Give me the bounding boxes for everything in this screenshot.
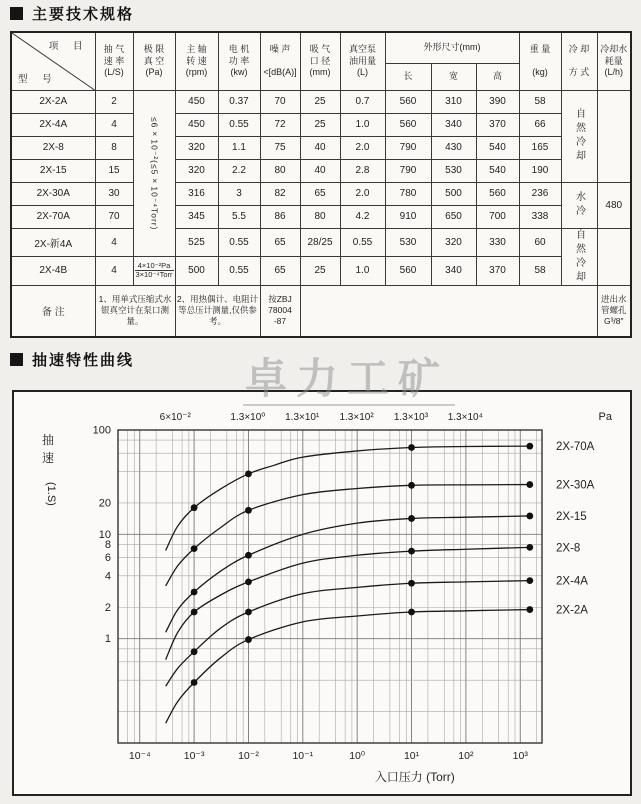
oil-cell: 2.0 bbox=[340, 182, 385, 205]
model-cell: 2X-8 bbox=[11, 136, 95, 159]
power-cell: 0.55 bbox=[218, 113, 260, 136]
series-marker bbox=[191, 545, 198, 552]
header-dims: 外形尺寸(mm) bbox=[385, 32, 519, 63]
width-cell: 530 bbox=[431, 159, 476, 182]
y-tick-label: 20 bbox=[98, 497, 111, 510]
series-marker bbox=[191, 504, 198, 511]
series-marker bbox=[408, 609, 415, 616]
oil-cell: 2.0 bbox=[340, 136, 385, 159]
series-label-2X-15: 2X-15 bbox=[556, 510, 587, 523]
oil-cell: 1.0 bbox=[340, 257, 385, 286]
oil-cell: 0.7 bbox=[340, 90, 385, 113]
cooling-mode-text: 水冷 bbox=[573, 191, 585, 219]
weight-cell: 66 bbox=[519, 113, 561, 136]
series-marker bbox=[191, 648, 198, 655]
corner-header-cell bbox=[11, 32, 95, 90]
y-axis-title: (1.S) bbox=[45, 482, 57, 506]
watermark-text: 卓力工矿 bbox=[243, 356, 455, 406]
power-cell: 0.55 bbox=[218, 228, 260, 257]
oil-cell: 1.0 bbox=[340, 113, 385, 136]
length-cell: 560 bbox=[385, 113, 431, 136]
cooling-mode-text: 自然冷却 bbox=[573, 228, 585, 285]
remarks-row bbox=[11, 285, 631, 337]
series-marker bbox=[526, 481, 533, 488]
speed-cell: 4 bbox=[95, 228, 133, 257]
inlet-cell: 80 bbox=[300, 205, 340, 228]
header-speed: 抽 气 速 率 (L/S) bbox=[95, 32, 133, 90]
series-marker bbox=[245, 507, 252, 514]
table-row bbox=[11, 113, 631, 136]
series-label-2X-70A: 2X-70A bbox=[556, 441, 595, 454]
top-axis-label: 1.3×10² bbox=[339, 412, 374, 423]
header-rpm: 主 轴 转 速 (rpm) bbox=[175, 32, 218, 90]
speed-cell: 4 bbox=[95, 257, 133, 286]
speed-cell: 2 bbox=[95, 90, 133, 113]
pumping-speed-chart bbox=[12, 390, 632, 796]
pumping-speed-chart-svg bbox=[14, 392, 626, 790]
length-cell: 910 bbox=[385, 205, 431, 228]
x-tick-label: 10³ bbox=[512, 750, 528, 762]
x-tick-label: 10¹ bbox=[403, 750, 420, 762]
rpm-cell: 525 bbox=[175, 228, 218, 257]
oil-cell: 4.2 bbox=[340, 205, 385, 228]
header-noise: 噪 声 <[dB(A)] bbox=[260, 32, 300, 90]
length-cell: 560 bbox=[385, 90, 431, 113]
inlet-cell: 40 bbox=[300, 136, 340, 159]
rpm-cell: 450 bbox=[175, 113, 218, 136]
height-cell: 390 bbox=[476, 90, 519, 113]
rpm-cell: 450 bbox=[175, 90, 218, 113]
y-tick-label: 2 bbox=[104, 601, 111, 614]
length-cell: 560 bbox=[385, 257, 431, 286]
width-cell: 310 bbox=[431, 90, 476, 113]
header-dims-sub1: 宽 bbox=[431, 63, 476, 90]
weight-cell: 165 bbox=[519, 136, 561, 159]
weight-cell: 190 bbox=[519, 159, 561, 182]
length-cell: 790 bbox=[385, 159, 431, 182]
length-cell: 530 bbox=[385, 228, 431, 257]
cooling-mode-cell bbox=[561, 182, 597, 228]
x-tick-label: 10⁻³ bbox=[183, 750, 205, 762]
weight-cell: 60 bbox=[519, 228, 561, 257]
remarks-empty-cell bbox=[300, 285, 597, 337]
width-cell: 430 bbox=[431, 136, 476, 159]
cooling-mode-text: 自然冷却 bbox=[573, 108, 585, 164]
inlet-cell: 65 bbox=[300, 182, 340, 205]
height-cell: 560 bbox=[476, 182, 519, 205]
top-axis-label: 1.3×10³ bbox=[393, 412, 429, 423]
x-tick-label: 10⁻¹ bbox=[292, 750, 314, 762]
header-oil: 真空泵 油用量 (L) bbox=[340, 32, 385, 90]
inlet-cell: 40 bbox=[300, 159, 340, 182]
series-marker bbox=[245, 552, 252, 559]
vacuum-4b-pa: 4×10⁻²Pa bbox=[137, 261, 171, 271]
model-cell: 2X-4B bbox=[11, 257, 95, 286]
series-marker bbox=[191, 609, 198, 616]
x-tick-label: 10⁰ bbox=[349, 750, 366, 762]
speed-cell: 15 bbox=[95, 159, 133, 182]
speed-cell: 8 bbox=[95, 136, 133, 159]
vacuum-4b-cell bbox=[133, 257, 175, 286]
y-tick-label: 100 bbox=[92, 424, 111, 437]
power-cell: 0.37 bbox=[218, 90, 260, 113]
header-weight: 重 量 (kg) bbox=[519, 32, 561, 90]
remarks-label-cell: 备 注 bbox=[11, 285, 95, 337]
model-cell: 2X-70A bbox=[11, 205, 95, 228]
y-axis-title: 速 bbox=[41, 451, 55, 465]
series-curve-2X-4A bbox=[166, 581, 530, 687]
table-row bbox=[11, 136, 631, 159]
series-marker bbox=[526, 606, 533, 613]
inlet-cell: 25 bbox=[300, 113, 340, 136]
series-label-2X-4A: 2X-4A bbox=[556, 575, 588, 588]
noise-cell: 65 bbox=[260, 228, 300, 257]
weight-cell: 236 bbox=[519, 182, 561, 205]
weight-cell: 58 bbox=[519, 90, 561, 113]
model-cell: 2X-4A bbox=[11, 113, 95, 136]
vacuum-4b-torr: 3×10⁻⁴Torr bbox=[135, 270, 173, 280]
header-power: 电 机 功 率 (kw) bbox=[218, 32, 260, 90]
y-tick-label: 4 bbox=[104, 570, 111, 583]
length-cell: 780 bbox=[385, 182, 431, 205]
noise-cell: 72 bbox=[260, 113, 300, 136]
table-row bbox=[11, 182, 631, 205]
width-cell: 650 bbox=[431, 205, 476, 228]
speed-cell: 70 bbox=[95, 205, 133, 228]
y-tick-label: 8 bbox=[104, 538, 111, 551]
series-marker bbox=[526, 443, 533, 450]
section-bullet-icon bbox=[10, 353, 23, 366]
model-cell: 2X-30A bbox=[11, 182, 95, 205]
table-row bbox=[11, 228, 631, 257]
top-axis-label: 1.3×10⁴ bbox=[447, 412, 483, 423]
length-cell: 790 bbox=[385, 136, 431, 159]
power-cell: 0.55 bbox=[218, 257, 260, 286]
y-axis-title: 抽 bbox=[41, 433, 55, 447]
remark1-cell: 1、用单式压缩式水银真空计在泵口测量。 bbox=[95, 285, 175, 337]
weight-cell: 338 bbox=[519, 205, 561, 228]
y-tick-label: 6 bbox=[104, 551, 111, 564]
noise-cell: 86 bbox=[260, 205, 300, 228]
weight-cell: 58 bbox=[519, 257, 561, 286]
top-axis-label: 1.3×10¹ bbox=[285, 412, 320, 423]
series-curve-2X-2A bbox=[166, 610, 530, 724]
rpm-cell: 345 bbox=[175, 205, 218, 228]
series-marker bbox=[191, 679, 198, 686]
remark4-cell: 进出水 管螺孔 G³/8″ bbox=[597, 285, 631, 337]
corner-label-item: 项 目 bbox=[48, 41, 89, 52]
noise-cell: 65 bbox=[260, 257, 300, 286]
rpm-cell: 320 bbox=[175, 159, 218, 182]
series-curve-2X-8 bbox=[166, 547, 530, 659]
power-cell: 1.1 bbox=[218, 136, 260, 159]
series-marker bbox=[526, 544, 533, 551]
width-cell: 500 bbox=[431, 182, 476, 205]
height-cell: 370 bbox=[476, 113, 519, 136]
top-axis-label: 6×10⁻² bbox=[159, 412, 191, 423]
corner-label-model: 型 号 bbox=[18, 73, 58, 85]
noise-cell: 70 bbox=[260, 90, 300, 113]
y-tick-label: 10 bbox=[98, 528, 111, 541]
table-row bbox=[11, 159, 631, 182]
table-row bbox=[11, 257, 631, 286]
noise-cell: 82 bbox=[260, 182, 300, 205]
x-tick-label: 10² bbox=[458, 750, 474, 762]
height-cell: 370 bbox=[476, 257, 519, 286]
height-cell: 330 bbox=[476, 228, 519, 257]
width-cell: 340 bbox=[431, 257, 476, 286]
series-label-2X-30A: 2X-30A bbox=[556, 479, 595, 492]
x-tick-label: 10⁻⁴ bbox=[128, 750, 151, 762]
top-axis-unit: Pa bbox=[598, 411, 612, 423]
series-curve-2X-70A bbox=[166, 446, 530, 550]
header-dims-sub2: 高 bbox=[476, 63, 519, 90]
spec-table bbox=[10, 31, 632, 338]
cooling-mode-cell bbox=[561, 228, 597, 285]
series-label-2X-8: 2X-8 bbox=[556, 542, 581, 555]
speed-cell: 4 bbox=[95, 113, 133, 136]
remark3-cell: 按ZBJ 78004 -87 bbox=[260, 285, 300, 337]
height-cell: 540 bbox=[476, 136, 519, 159]
series-marker bbox=[245, 636, 252, 643]
series-marker bbox=[408, 548, 415, 555]
series-label-2X-2A: 2X-2A bbox=[556, 604, 588, 617]
width-cell: 320 bbox=[431, 228, 476, 257]
header-cooling: 冷 却 方 式 bbox=[561, 32, 597, 90]
inlet-cell: 25 bbox=[300, 257, 340, 286]
series-marker bbox=[408, 482, 415, 489]
speed-cell: 30 bbox=[95, 182, 133, 205]
x-axis-title: 入口压力 (Torr) bbox=[374, 770, 455, 784]
section2-title-text: 抽速特性曲线 bbox=[32, 352, 135, 369]
header-water: 冷却水 耗量 (L/h) bbox=[597, 32, 631, 90]
header-dims-sub0: 长 bbox=[385, 63, 431, 90]
remark2-cell: 2、用热偶计、电阻计等总压计测量,仅供参考。 bbox=[175, 285, 260, 337]
series-marker bbox=[245, 609, 252, 616]
vacuum-merged-text: ≤6×10⁻²(≤5×10⁻⁴Torr) bbox=[149, 116, 160, 230]
noise-cell: 75 bbox=[260, 136, 300, 159]
rpm-cell: 500 bbox=[175, 257, 218, 286]
cooling-mode-cell bbox=[561, 90, 597, 182]
top-axis-label: 1.3×10⁰ bbox=[230, 412, 266, 423]
cooling-water-cell: 480 bbox=[597, 182, 631, 228]
oil-cell: 0.55 bbox=[340, 228, 385, 257]
rpm-cell: 320 bbox=[175, 136, 218, 159]
series-marker bbox=[191, 589, 198, 596]
oil-cell: 2.8 bbox=[340, 159, 385, 182]
series-marker bbox=[526, 513, 533, 520]
model-cell: 2X-新4A bbox=[11, 228, 95, 257]
width-cell: 340 bbox=[431, 113, 476, 136]
power-cell: 5.5 bbox=[218, 205, 260, 228]
section2-title bbox=[10, 349, 134, 370]
x-tick-label: 10⁻² bbox=[238, 750, 259, 762]
noise-cell: 80 bbox=[260, 159, 300, 182]
series-marker bbox=[245, 470, 252, 477]
section1-title-text: 主要技术规格 bbox=[32, 6, 135, 23]
series-curve-2X-15 bbox=[166, 516, 530, 632]
inlet-cell: 28/25 bbox=[300, 228, 340, 257]
inlet-cell: 25 bbox=[300, 90, 340, 113]
series-marker bbox=[408, 515, 415, 522]
height-cell: 700 bbox=[476, 205, 519, 228]
series-marker bbox=[408, 580, 415, 587]
vacuum-merged-cell bbox=[133, 90, 175, 257]
section1-title bbox=[10, 3, 134, 24]
height-cell: 540 bbox=[476, 159, 519, 182]
table-row bbox=[11, 205, 631, 228]
header-inlet: 吸 气 口 径 (mm) bbox=[300, 32, 340, 90]
power-cell: 2.2 bbox=[218, 159, 260, 182]
cooling-water-cell bbox=[597, 90, 631, 182]
series-marker bbox=[245, 579, 252, 586]
y-tick-label: 1 bbox=[104, 633, 111, 646]
section-bullet-icon bbox=[10, 7, 23, 20]
power-cell: 3 bbox=[218, 182, 260, 205]
header-vacuum: 极 限 真 空 (Pa) bbox=[133, 32, 175, 90]
model-cell: 2X-2A bbox=[11, 90, 95, 113]
cooling-water-cell bbox=[597, 228, 631, 285]
series-marker bbox=[408, 444, 415, 451]
rpm-cell: 316 bbox=[175, 182, 218, 205]
series-marker bbox=[526, 577, 533, 584]
table-row bbox=[11, 90, 631, 113]
model-cell: 2X-15 bbox=[11, 159, 95, 182]
